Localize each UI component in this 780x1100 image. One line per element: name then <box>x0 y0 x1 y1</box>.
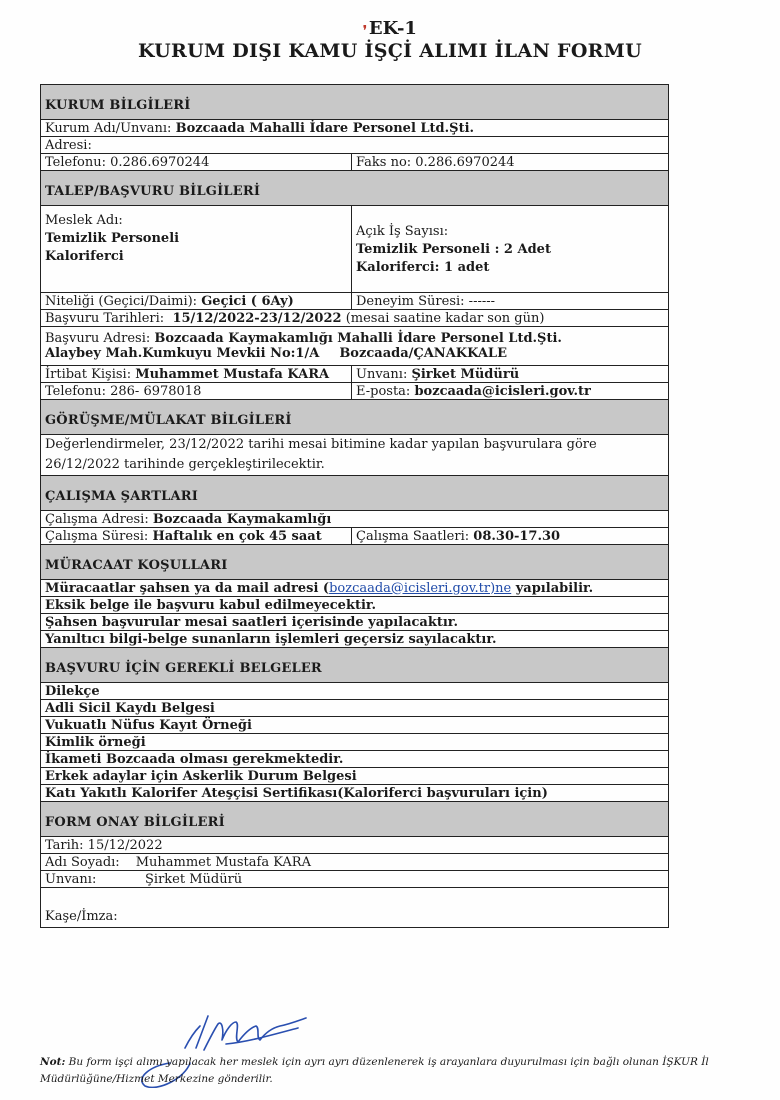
irtibat-unvan-value: Şirket Müdürü <box>411 366 520 382</box>
irtibat-unvan-cell <box>352 366 669 383</box>
calisma-saat-cell <box>352 528 669 545</box>
footer-note-label: Not: <box>40 1056 66 1068</box>
footer-note-text: Bu form işçi alımı yapılacak her meslek için ayrı ayrı düzenlenerek iş arayanlara duyurulması için bağlı olunan İŞKUR İl Müdürlüğüne/Hizmet Merkezine gönderilir. <box>40 1056 709 1085</box>
basvuru-adres-value-1: Bozcaada Kaymakamlığı Mahalli İdare Personel Ltd.Şti. <box>154 331 562 346</box>
irtibat-value: Muhammet Mustafa KARA <box>135 366 330 382</box>
calisma-adres-value: Bozcaada Kaymakamlığı <box>152 511 332 527</box>
meslek-value-2: Kaloriferci <box>45 249 124 264</box>
muracaat-line-2: Eksik belge ile başvuru kabul edilmeyecektir. <box>41 597 669 614</box>
eposta-label: E-posta: <box>356 383 411 399</box>
onay-adi-value: Muhammet Mustafa KARA <box>135 854 311 870</box>
form-table <box>40 84 669 928</box>
onay-unvan-value: Şirket Müdürü <box>145 871 243 887</box>
basvuru-adres-row <box>41 327 669 366</box>
section-calisma: ÇALIŞMA ŞARTLARI <box>41 476 669 511</box>
form-code-text: EK-1 <box>368 18 417 39</box>
calisma-adres-label: Çalışma Adresi: <box>45 511 149 527</box>
muracaat-line-4: Yanıltıcı bilgi-belge sunanların işlemleri geçersiz sayılacaktır. <box>41 631 669 648</box>
belge-item: Erkek adaylar için Askerlik Durum Belgesi <box>41 768 669 785</box>
muracaat-line-1-post: yapılabilir. <box>511 580 594 596</box>
onay-kase-label: Kaşe/İmza: <box>45 909 118 924</box>
muracaat-email-link[interactable]: bozcaada@icisleri.gov.tr)ne <box>329 580 512 596</box>
basvuru-tarih-row <box>41 310 669 327</box>
calisma-sure-label: Çalışma Süresi: <box>45 528 149 544</box>
basvuru-tarih-value: 15/12/2022-23/12/2022 <box>172 310 342 326</box>
tick-mark-icon: ❜ <box>363 23 367 37</box>
irtibat-telefon: Telefonu: 286- 6978018 <box>41 383 352 400</box>
gorusme-text: Değerlendirmeler, 23/12/2022 tarihi mesai bitimine kadar yapılan başvurulara göre 26/12/2022 tarihinde gerçekleştirilecektir. <box>41 435 669 476</box>
acik-is-value-2: Kaloriferci: 1 adet <box>356 260 490 275</box>
section-kurum: KURUM BİLGİLERİ <box>41 85 669 120</box>
basvuru-adres-value-2a: Alaybey Mah.Kumkuyu Mevkii No:1/A <box>45 346 320 361</box>
belge-item: Katı Yakıtlı Kalorifer Ateşçisi Sertifikası(Kaloriferci başvuruları için) <box>41 785 669 802</box>
onay-adi-row <box>41 854 669 871</box>
calisma-saat-value: 08.30-17.30 <box>473 528 561 544</box>
kurum-telefon: Telefonu: 0.286.6970244 <box>41 154 352 171</box>
kurum-adi-label: Kurum Adı/Unvanı: <box>45 120 172 136</box>
section-talep: TALEP/BAŞVURU BİLGİLERİ <box>41 171 669 206</box>
kurum-adres-row <box>41 137 669 154</box>
irtibat-label: İrtibat Kişisi: <box>45 366 132 382</box>
eposta-value: bozcaada@icisleri.gov.tr <box>414 383 591 399</box>
basvuru-tarih-label: Başvuru Tarihleri: <box>45 310 165 326</box>
irtibat-cell <box>41 366 352 383</box>
calisma-adres-row <box>41 511 669 528</box>
meslek-label: Meslek Adı: <box>45 213 123 228</box>
nitelik-cell <box>41 293 352 310</box>
footer-note <box>40 1054 770 1088</box>
section-onay: FORM ONAY BİLGİLERİ <box>41 802 669 837</box>
acik-is-label: Açık İş Sayısı: <box>356 224 449 239</box>
belge-item: Vukuatlı Nüfus Kayıt Örneği <box>41 717 669 734</box>
onay-unvan-row <box>41 871 669 888</box>
nitelik-value: Geçici ( 6Ay) <box>201 293 294 309</box>
onay-adi-label: Adı Soyadı: <box>45 854 120 870</box>
section-muracaat: MÜRACAAT KOŞULLARI <box>41 545 669 580</box>
muracaat-line-1-pre: Müracaatlar şahsen ya da mail adresi ( <box>45 580 330 596</box>
belge-item: Dilekçe <box>41 683 669 700</box>
onay-unvan-label: Unvanı: <box>45 871 97 887</box>
calisma-saat-label: Çalışma Saatleri: <box>356 528 470 544</box>
nitelik-label: Niteliği (Geçici/Daimi): <box>45 293 198 309</box>
section-belgeler: BAŞVURU İÇİN GEREKLİ BELGELER <box>41 648 669 683</box>
page-title: KURUM DIŞI KAMU İŞÇİ ALIMI İLAN FORMU <box>138 40 642 62</box>
calisma-sure-value: Haftalık en çok 45 saat <box>152 528 322 544</box>
belge-item: Kimlik örneği <box>41 734 669 751</box>
onay-tarih: Tarih: 15/12/2022 <box>41 837 669 854</box>
muracaat-line-1 <box>41 580 669 597</box>
meslek-value-1: Temizlik Personeli <box>45 231 180 246</box>
acik-is-value-1: Temizlik Personeli : 2 Adet <box>356 242 551 257</box>
form-code <box>0 18 780 39</box>
kurum-adi-value: Bozcaada Mahalli İdare Personel Ltd.Şti. <box>175 120 475 136</box>
meslek-cell <box>41 206 352 293</box>
eposta-cell <box>352 383 669 400</box>
acik-is-cell <box>352 206 669 293</box>
deneyim-cell: Deneyim Süresi: ------ <box>352 293 669 310</box>
calisma-sure-cell <box>41 528 352 545</box>
kurum-faks: Faks no: 0.286.6970244 <box>352 154 669 171</box>
muracaat-line-3: Şahsen başvurular mesai saatleri içerisinde yapılacaktır. <box>41 614 669 631</box>
kurum-adres-label: Adresi: <box>45 137 92 153</box>
section-gorusme: GÖRÜŞME/MÜLAKAT BİLGİLERİ <box>41 400 669 435</box>
belge-item: Adli Sicil Kaydı Belgesi <box>41 700 669 717</box>
basvuru-tarih-note: (mesai saatine kadar son gün) <box>345 310 545 326</box>
onay-kase-row <box>41 888 669 928</box>
irtibat-unvan-label: Unvanı: <box>356 366 408 382</box>
basvuru-adres-label: Başvuru Adresi: <box>45 331 151 346</box>
kurum-adi-row <box>41 120 669 137</box>
basvuru-adres-value-2b: Bozcaada/ÇANAKKALE <box>339 346 507 361</box>
belge-item: İkameti Bozcaada olması gerekmektedir. <box>41 751 669 768</box>
